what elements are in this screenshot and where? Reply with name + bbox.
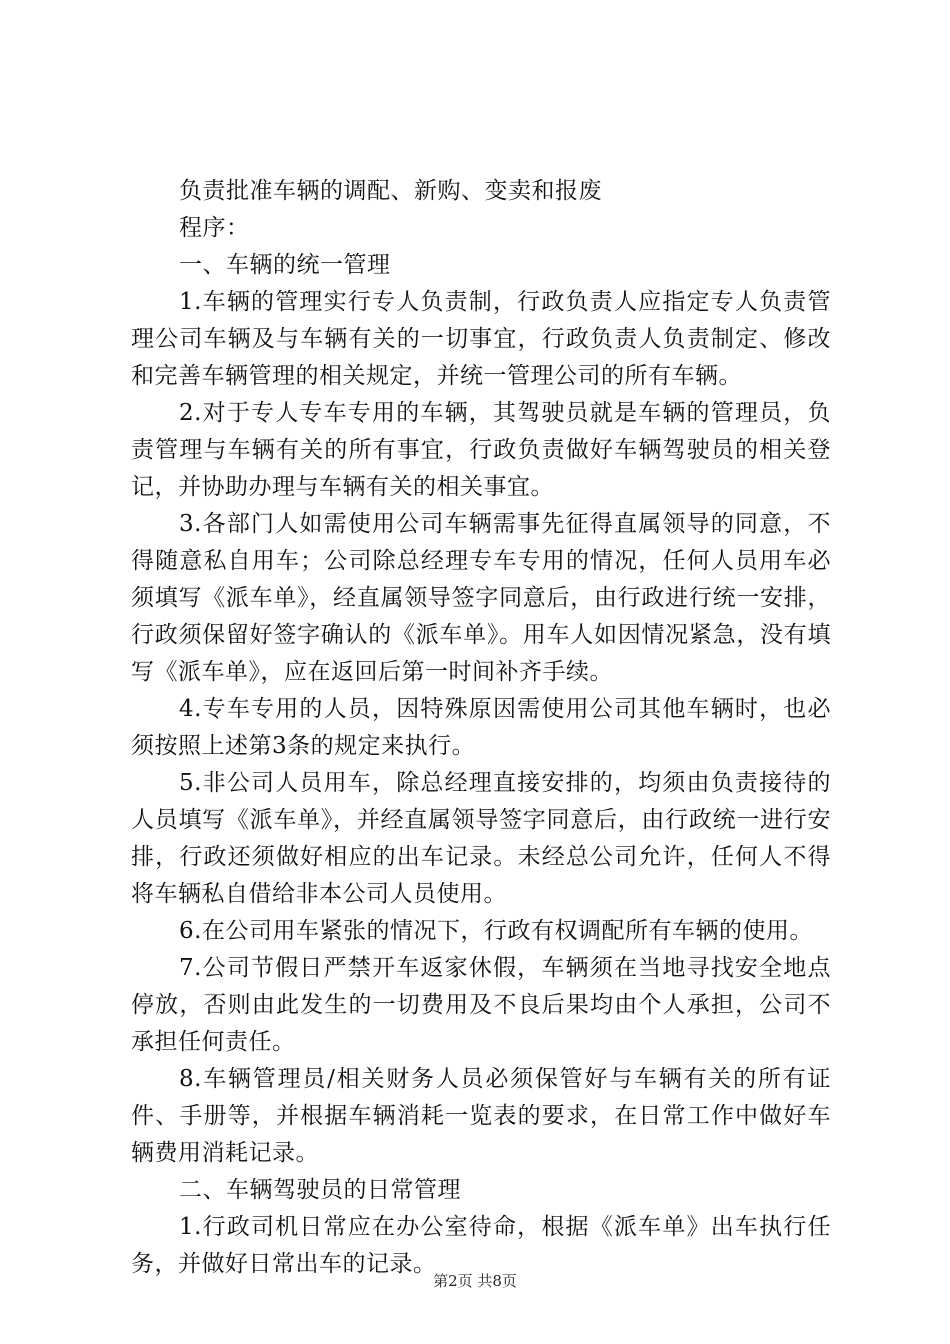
paragraph-item-4: 4.专车专用的人员，因特殊原因需使用公司其他车辆时，也必须按照上述第3条的规定来执行。	[131, 696, 831, 759]
document-body	[131, 173, 831, 1283]
paragraph-item-1: 1.车辆的管理实行专人负责制，行政负责人应指定专人负责管理公司车辆及与车辆有关的一切事宜，行政负责人负责制定、修改和完善车辆管理的相关规定，并统一管理公司的所有车辆。	[131, 289, 831, 389]
paragraph-driver-item-1: 1.行政司机日常应在办公室待命，根据《派车单》出车执行任务，并做好日常出车的记录。	[131, 1214, 831, 1277]
paragraph-item-5: 5.非公司人员用车，除总经理直接安排的，均须由负责接待的人员填写《派车单》，并经直属领导签字同意后，由行政统一进行安排，行政还须做好相应的出车记录。未经总公司允许，任何人不得将车辆私自借给非本公司人员使用。	[131, 770, 831, 907]
paragraph-item-3: 3.各部门人如需使用公司车辆需事先征得直属领导的同意，不得随意私自用车；公司除总经理专车专用的情况，任何人员用车必须填写《派车单》，经直属领导签字同意后，由行政进行统一安排，行政须保留好签字确认的《派车单》。用车人如因情况紧急，没有填写《派车单》，应在返回后第一时间补齐手续。	[131, 511, 831, 685]
paragraph-item-7: 7.公司节假日严禁开车返家休假，车辆须在当地寻找安全地点停放，否则由此发生的一切费用及不良后果均由个人承担，公司不承担任何责任。	[131, 955, 831, 1055]
paragraph-approval-scope: 负责批准车辆的调配、新购、变卖和报废	[179, 178, 602, 204]
section-heading-unified-management: 一、车辆的统一管理	[179, 252, 391, 278]
section-heading-driver-management: 二、车辆驾驶员的日常管理	[179, 1177, 461, 1203]
paragraph-item-2: 2.对于专人专车专用的车辆，其驾驶员就是车辆的管理员，负责管理与车辆有关的所有事宜，行政负责做好车辆驾驶员的相关登记，并协助办理与车辆有关的相关事宜。	[131, 400, 831, 500]
paragraph-procedure-heading: 程序：	[179, 215, 250, 241]
paragraph-item-6: 6.在公司用车紧张的情况下，行政有权调配所有车辆的使用。	[179, 918, 813, 944]
page-number-footer: 第2页 共8页	[433, 1272, 517, 1290]
paragraph-item-8: 8.车辆管理员/相关财务人员必须保管好与车辆有关的所有证件、手册等，并根据车辆消耗一览表的要求，在日常工作中做好车辆费用消耗记录。	[131, 1066, 831, 1166]
